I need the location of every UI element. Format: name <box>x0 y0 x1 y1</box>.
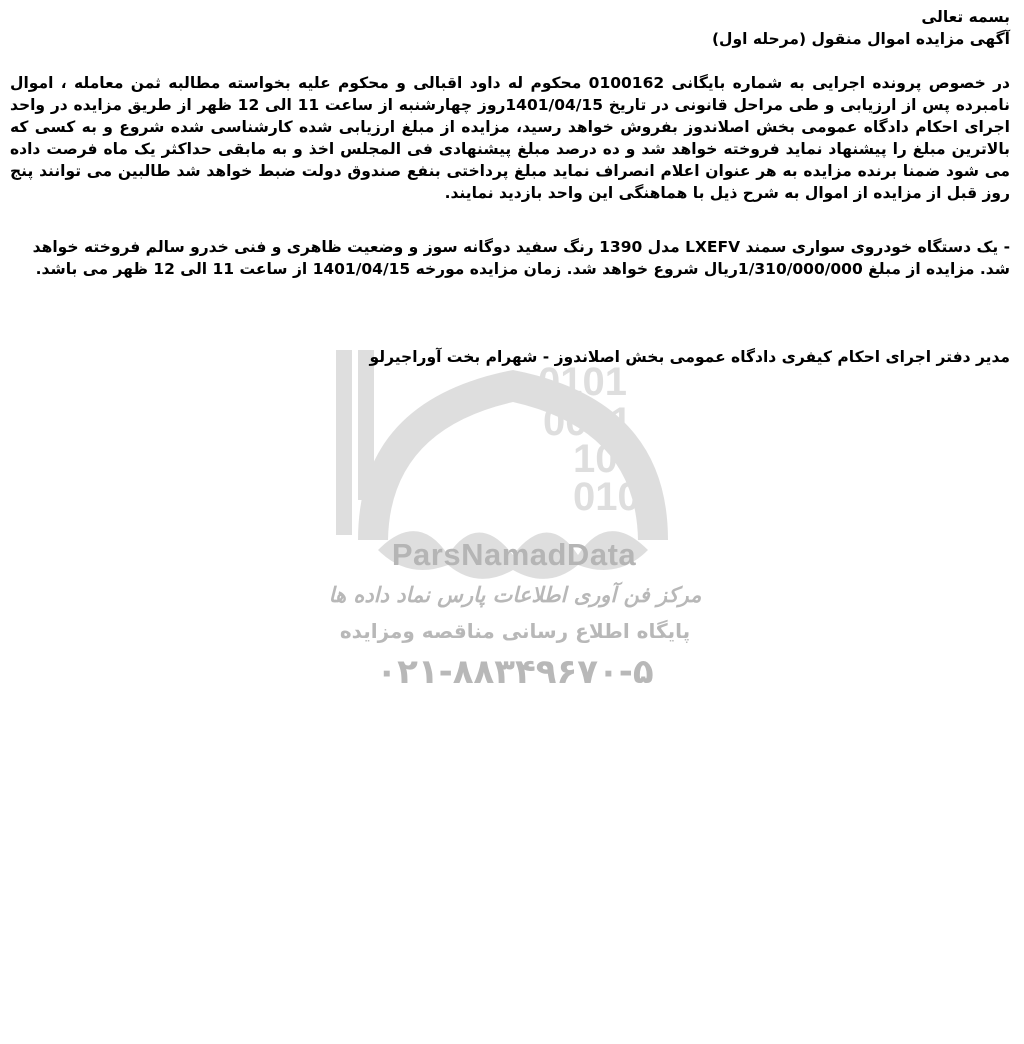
svg-text:0101: 0101 <box>538 360 627 404</box>
signature-line: مدیر دفتر اجرای احکام کیفری دادگاه عمومی بخش اصلاندوز - شهرام بخت آوراجیرلو <box>369 348 1010 366</box>
svg-text:0001: 0001 <box>543 400 632 444</box>
notice-body: در خصوص پرونده اجرایی به شماره بایگانی 0100162 محکوم له داود اقبالی و محکوم علیه بخواسته مطالبه ثمن معامله ، اموال نامبرده پس از ارزیابی و طی مراحل قانونی در تاریخ 1401/04/15روز چهارشنبه از ساعت 11 الی 12 ظهر از طریق مزایده در واحد اجرای احکام دادگاه عمومی بخش اصلاندوز بفروش خواهد رسید، مزایده از مبلغ ارزیابی شده کارشناسی شده شروع و به کسی که بالاترین مبلغ را پیشنهاد نماید فروخته خواهد شد و ده درصد مبلغ پیشنهادی فی المجلس اخذ و به مابقی حداکثر یک ماه فرصت داده می شود ضمنا برنده مزایده به هر عنوان اعلام انصراف نماید مبلغ پرداختی بنفع صندوق دولت ضبط خواهد شد طالبین می توانند پنج روز قبل از مزایده از اموال به شرح ذیل با هماهنگی این واحد بازدید نمایند. <box>10 74 1010 202</box>
svg-text:010: 010 <box>573 475 640 519</box>
watermark-subtitle: پایگاه اطلاع رسانی مناقصه ومزایده <box>339 619 691 643</box>
auction-item: - یک دستگاه خودروی سواری سمند LXEFV مدل 1390 رنگ سفید دوگانه سوز و وضعیت ظاهری و فنی خدرو سالم فروخته خواهد شد. مزایده از مبلغ 1/310/000/000ریال شروع خواهد شد. زمان مزایده مورخه 1401/04/15 از ساعت 11 الی 12 ظهر می باشد. <box>32 238 1010 278</box>
invocation: بسمه تعالی <box>921 8 1010 26</box>
watermark-tagline: مرکز فن آوری اطلاعات پارس نماد داده ها <box>328 582 702 607</box>
notice-heading <box>10 6 1010 50</box>
parsnamad-logo-icon <box>318 340 708 700</box>
watermark-brand: ParsNamadData <box>391 537 637 572</box>
watermark-phone: ۰۲۱-۸۸۳۴۹۶۷۰-۵ <box>376 652 654 692</box>
svg-text:10: 10 <box>573 437 618 481</box>
notice-title: آگهی مزایده اموال منقول (مرحله اول) <box>711 30 1010 48</box>
